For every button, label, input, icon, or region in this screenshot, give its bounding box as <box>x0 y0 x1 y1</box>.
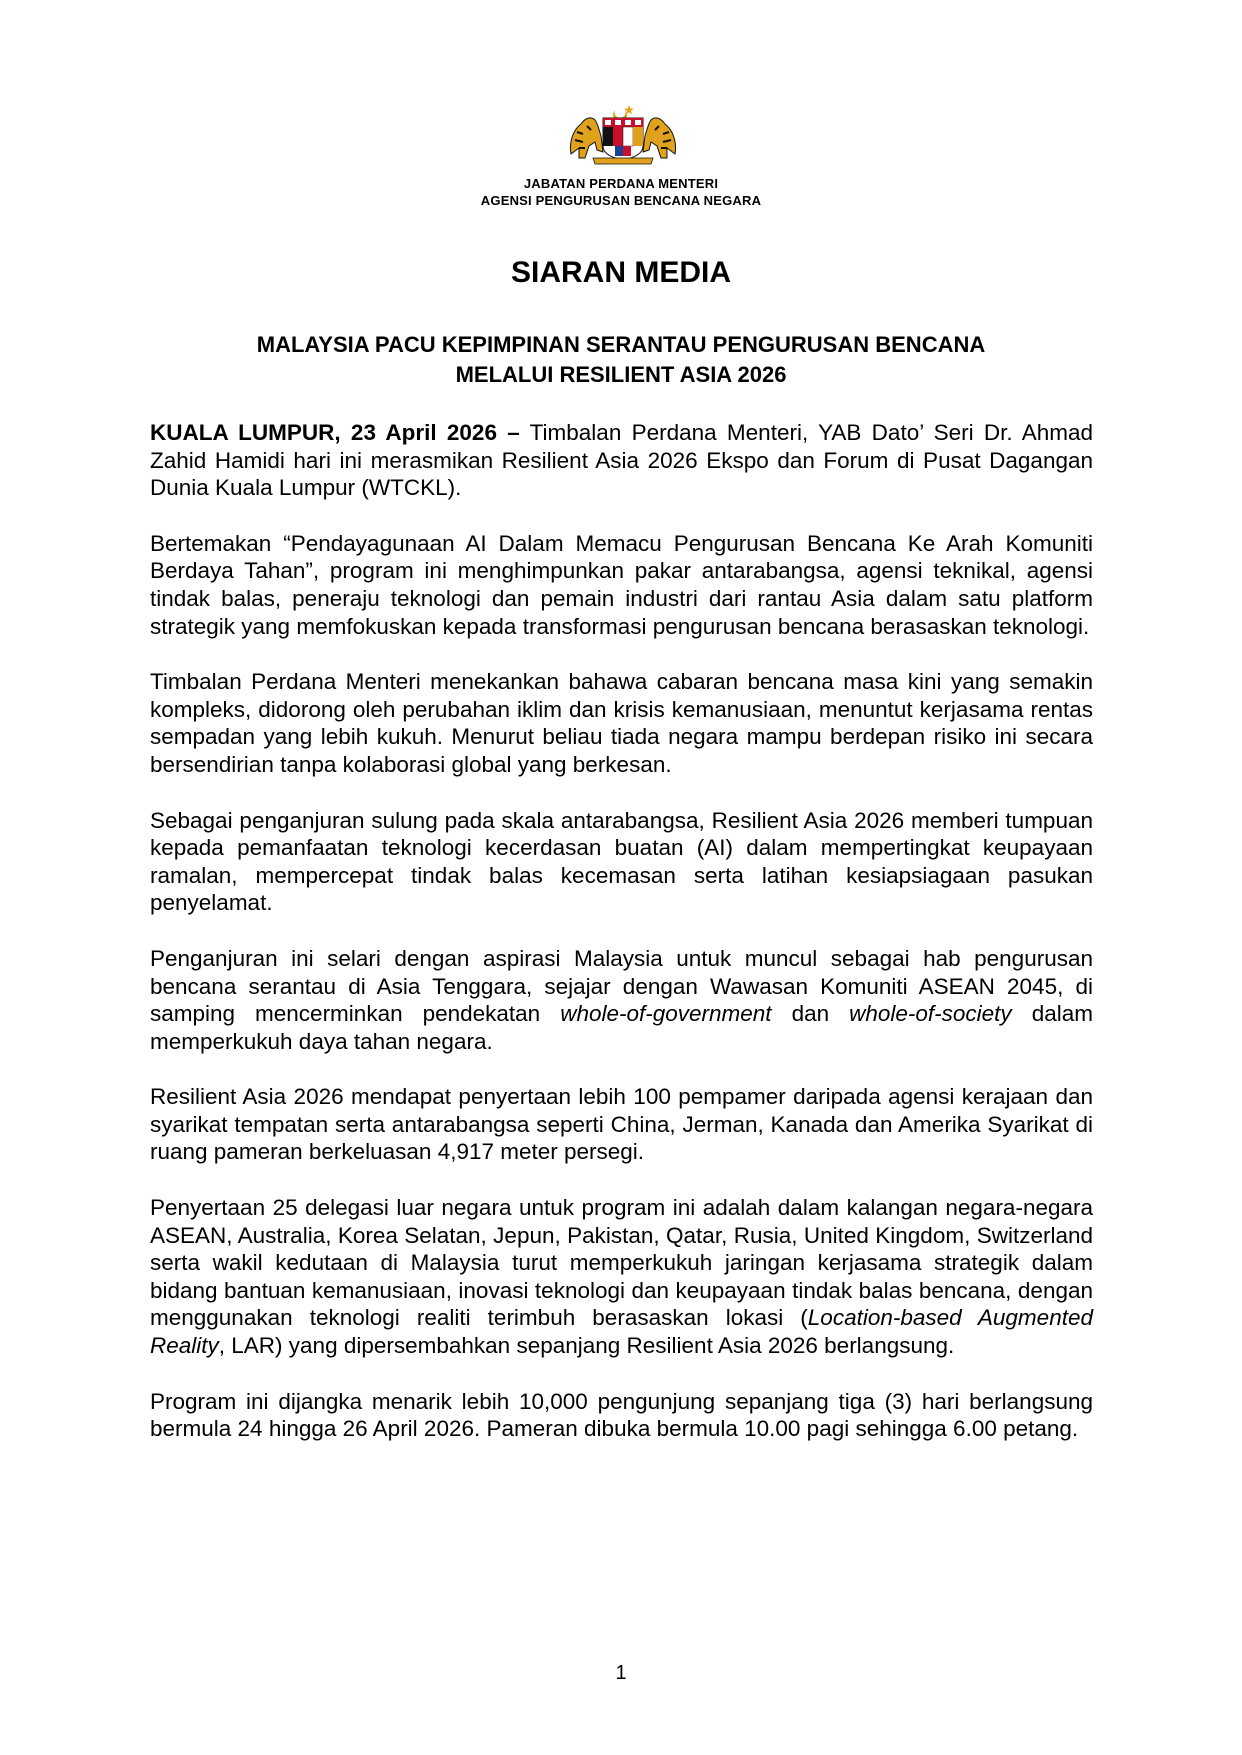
paragraph-1-text: Timbalan Perdana Menteri, YAB Dato’ Seri Dr. Ahmad Zahid Hamidi hari ini merasmikan Resilient Asia 2026 Ekspo dan Forum di Pusat Dagangan Dunia Kuala Lumpur (WTCKL). <box>150 420 1093 501</box>
press-release-body <box>150 419 1093 1471</box>
paragraph-1 <box>150 419 1093 502</box>
paragraph-3: Timbalan Perdana Menteri menekankan bahawa cabaran bencana masa kini yang semakin kompleks, didorong oleh perubahan iklim dan krisis kemanusiaan, menuntut kerjasama rentas sempadan yang lebih kukuh. Menurut beliau tiada negara mampu berdepan risiko ini secara bersendirian tanpa kolaborasi global yang berkesan. <box>150 669 1093 777</box>
headline-line-2: MELALUI RESILIENT ASIA 2026 <box>455 362 787 387</box>
page-number: 1 <box>615 1662 627 1684</box>
paragraph-7-part-b: , LAR) yang dipersembahkan sepanjang Resilient Asia 2026 berlangsung. <box>218 1333 955 1359</box>
paragraph-4: Sebagai penganjuran sulung pada skala antarabangsa, Resilient Asia 2026 memberi tumpuan kepada pemanfaatan teknologi kecerdasan buatan (AI) dalam mempertingkat keupayaan ramalan, mempercepat tindak balas kecemasan serta latihan kesiapsiagaan pasukan penyelamat. <box>150 807 1093 916</box>
ministry-name: JABATAN PERDANA MENTERI <box>523 176 719 191</box>
malaysia-coat-of-arms-icon <box>565 102 681 166</box>
paragraph-2: Bertemakan “Pendayagunaan AI Dalam Memacu Pengurusan Bencana Ke Arah Komuniti Berdaya Tahan”, program ini menghimpunkan pakar antarabangsa, agensi teknikal, agensi tindak balas, peneraju teknologi dan pemain industri dari rantau Asia dalam satu platform strategik yang memfokuskan kepada transformasi pengurusan bencana berasaskan teknologi. <box>150 530 1093 639</box>
paragraph-7-part-a: Penyertaan 25 delegasi luar negara untuk program ini adalah dalam kalangan negara-negara ASEAN, Australia, Korea Selatan, Jepun, Pakistan, Qatar, Rusia, United Kingdom, Switzerland serta wakil kedutaan di Malaysia turut memperkukuh jaringan kerjasama strategik dalam bidang bantuan kemanusiaan, inovasi teknologi dan keupayaan tindak balas bencana, dengan menggunakan teknologi realiti terimbuh berasaskan lokasi ( <box>150 1195 1093 1331</box>
paragraph-5 <box>150 945 1093 1055</box>
paragraph-8: Program ini dijangka menarik lebih 10,000 pengunjung sepanjang tiga (3) hari berlangsung bermula 24 hingga 26 April 2026. Pameran dibuka bermula 10.00 pagi sehingga 6.00 petang. <box>150 1388 1093 1442</box>
dateline: KUALA LUMPUR, 23 April 2026 – <box>150 420 520 445</box>
paragraph-5-part-c: dalam memperkukuh daya tahan negara. <box>150 1001 1093 1054</box>
paragraph-7-italic: Location-based Augmented Reality <box>150 1305 1093 1359</box>
paragraph-5-part-b: dan <box>791 1001 830 1027</box>
paragraph-5-part-a: Penganjuran ini selari dengan aspirasi Malaysia untuk muncul sebagai hab pengurusan bencana serantau di Asia Tenggara, sejajar dengan Wawasan Komuniti ASEAN 2045, di samping mencerminkan pendekatan <box>150 945 1093 1027</box>
headline-line-1: MALAYSIA PACU KEPIMPINAN SERANTAU PENGURUSAN BENCANA <box>256 332 986 357</box>
paragraph-6: Resilient Asia 2026 mendapat penyertaan lebih 100 pempamer daripada agensi kerajaan dan syarikat tempatan serta antarabangsa seperti China, Jerman, Kanada dan Amerika Syarikat di ruang pameran berkeluasan 4,917 meter persegi. <box>150 1084 1093 1165</box>
document-type-title: SIARAN MEDIA <box>510 256 731 289</box>
paragraph-5-italic-1: whole-of-government <box>560 1001 772 1027</box>
paragraph-7 <box>150 1194 1093 1360</box>
agency-name: AGENSI PENGURUSAN BENCANA NEGARA <box>480 193 762 208</box>
paragraph-5-italic-2: whole-of-society <box>849 1001 1012 1027</box>
